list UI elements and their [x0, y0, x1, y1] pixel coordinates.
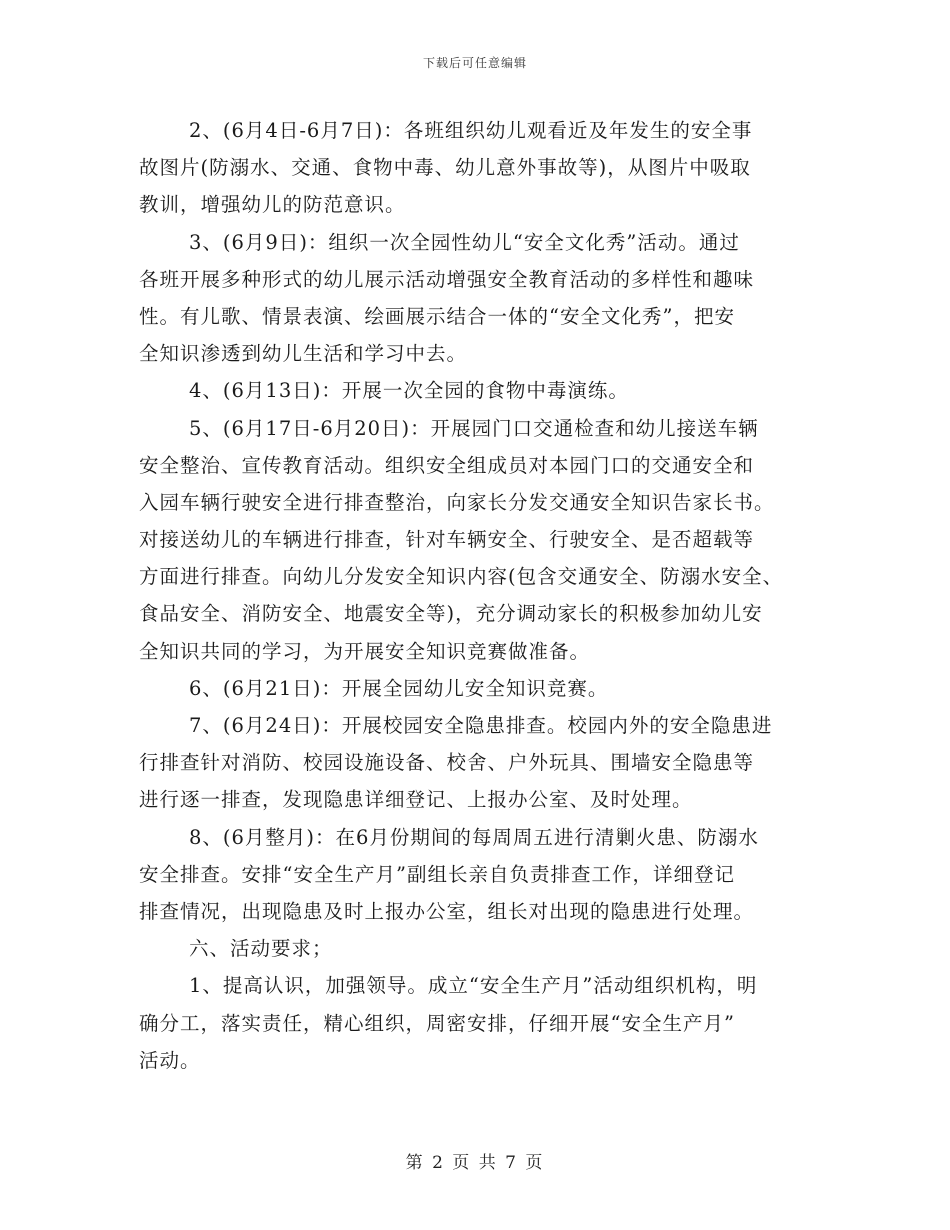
text-line: 确分工，落实责任，精心组织，周密安排，仔细开展“安全生产月” [139, 1011, 735, 1035]
text-line: 3、(6月9日)：组织一次全园性幼儿“安全文化秀”活动。通过 [189, 230, 740, 254]
text-line: 6、(6月21日)：开展全园幼儿安全知识竞赛。 [189, 676, 609, 700]
text-line: 全知识渗透到幼儿生活和学习中去。 [139, 342, 468, 366]
text-line: 进行逐一排查，发现隐患详细登记、上报办公室、及时处理。 [139, 788, 693, 812]
page-number: 第 2 页 共 7 页 [405, 1153, 545, 1173]
text-line: 5、(6月17日-6月20日)：开展园门口交通检查和幼儿接送车辆 [189, 416, 759, 440]
text-line: 2、(6月4日-6月7日)：各班组织幼儿观看近及年发生的安全事 [189, 119, 753, 142]
text-line: 各班开展多种形式的幼儿展示活动增强安全教育活动的多样性和趣味 [139, 267, 755, 291]
text-line: 性。有儿歌、情景表演、绘画展示结合一体的“安全文化秀”，把安 [139, 304, 735, 328]
text-line: 排查情况，出现隐患及时上报办公室，组长对出现的隐患进行处理。 [139, 899, 755, 923]
text-line: 安全排查。安排“安全生产月”副组长亲自负责排查工作，详细登记 [139, 862, 735, 886]
text-line: 对接送幼儿的车辆进行排查，针对车辆安全、行驶安全、是否超载等 [139, 528, 755, 552]
text-line: 行排查针对消防、校园设施设备、校舍、户外玩具、围墙安全隐患等 [139, 751, 755, 775]
text-line: 7、(6月24日)：开展校园安全隐患排查。校园内外的安全隐患进 [189, 714, 773, 737]
text-line: 教训，增强幼儿的防范意识。 [139, 193, 406, 217]
text-line: 安全整治、宣传教育活动。组织安全组成员对本园门口的交通安全和 [139, 453, 755, 477]
download-note: 下载后可任意编辑 [422, 56, 527, 70]
text-line: 8、(6月整月)：在6月份期间的每周周五进行清剿火患、防溺水 [189, 825, 759, 849]
text-line: 六、活动要求； [189, 937, 333, 961]
text-line: 全知识共同的学习，为开展安全知识竞赛做准备。 [139, 639, 591, 663]
text-line: 1、提高认识，加强领导。成立“安全生产月”活动组织机构，明 [189, 974, 758, 998]
document-body [139, 112, 819, 1079]
text-line: 入园车辆行驶安全进行排查整治，向家长分发交通安全知识告家长书。 [139, 490, 775, 514]
text-line: 故图片(防溺水、交通、食物中毒、幼儿意外事故等)，从图片中吸取 [139, 156, 751, 180]
text-line: 食品安全、消防安全、地震安全等)，充分调动家长的积极参加幼儿安 [139, 602, 763, 626]
text-line: 活动。 [139, 1048, 201, 1072]
text-line: 4、(6月13日)：开展一次全园的食物中毒演练。 [189, 379, 629, 403]
text-line: 方面进行排查。向幼儿分发安全知识内容(包含交通安全、防溺水安全、 [139, 565, 784, 589]
